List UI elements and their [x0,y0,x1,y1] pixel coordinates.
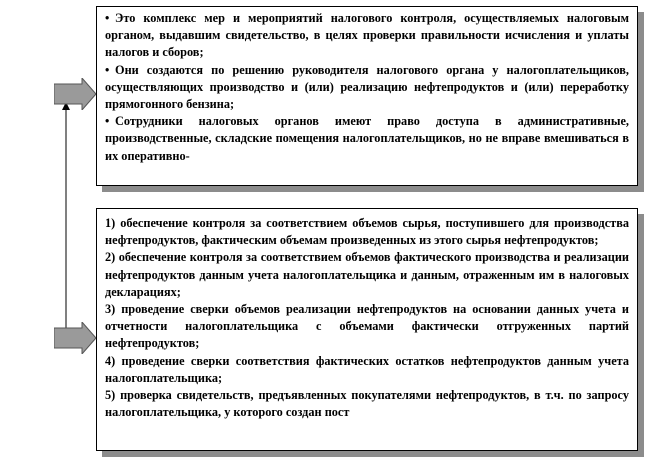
task-item: 2) обеспечение контроля за соответствием объемов фактического производства и реализации нефтепродуктов данным учета налогоплательщика и данным, отраженным им в налоговых декларациях; [105,250,629,299]
definition-text: Сотрудники налоговых органов имеют право доступа в административные, производственные, складские помещения налогоплательщиков, но не вправе вмешиваться в их оперативно- [105,114,629,163]
bullet-icon: • [105,114,110,129]
tasks-box [96,208,638,451]
bullet-icon: • [105,11,110,25]
task-item: 1) обеспечение контроля за соответствием объемов сырья, поступившего для производства нефтепродуктов, фактическим объемам произведенных из этого сырья нефтепродуктов; [105,216,629,248]
definition-item [105,10,629,62]
definition-text: Это комплекс мер и мероприятий налогового контроля, осуществляемых налоговым органом, выдавшим свидетельство, в целях проверки правильности исчисления и уплаты налогов и сборов; [105,11,629,60]
right-arrow-top [54,78,98,110]
task-item: 5) проверка свидетельств, предъявленных покупателями нефтепродуктов, в т.ч. по запросу налогоплательщика, у которого создан пост [105,388,629,420]
vertical-double-arrow [56,100,76,340]
definition-item [105,113,629,165]
definition-box [96,6,638,186]
task-item: 3) проведение сверки объемов реализации нефтепродуктов на основании данных учета и отчетности налогоплательщика с объемами фактически отгруженных партий нефтепродуктов; [105,302,629,351]
bullet-icon: • [105,62,110,77]
right-arrow-bottom [54,322,98,354]
definition-text: Они создаются по решению руководителя налогового органа у налогоплательщиков, осуществляющих производство и (или) реализацию нефтепродуктов и (или) переработку прямогонного бензина; [105,62,629,112]
definition-item [105,62,629,114]
task-item: 4) проведение сверки соответствия фактических остатков нефтепродуктов данным учета налогоплательщика; [105,353,629,385]
